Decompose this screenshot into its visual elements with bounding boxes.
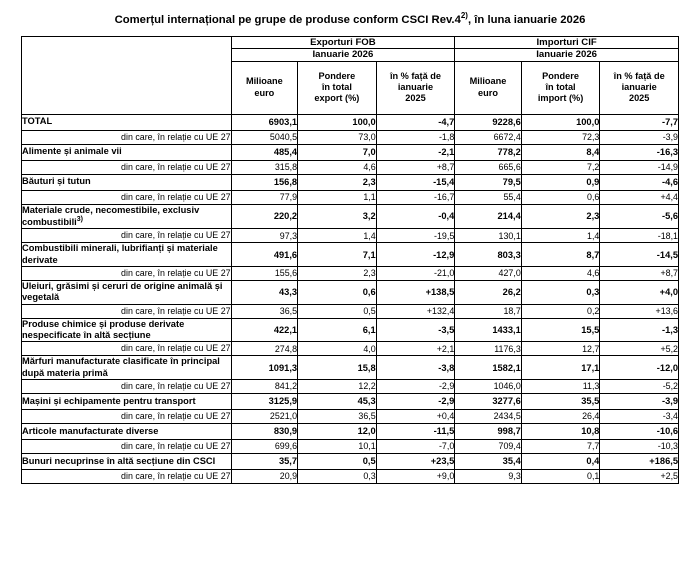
cell-value: +186,5 bbox=[600, 453, 679, 469]
cell-value: 4,6 bbox=[298, 160, 377, 174]
cell-value: 100,0 bbox=[521, 114, 600, 130]
header-col-1-line2: în total bbox=[321, 81, 352, 92]
row-label: Mărfuri manufacturate clasificate în principal după materia primă bbox=[22, 356, 232, 380]
cell-value: +0,4 bbox=[376, 409, 455, 423]
row-label: Alimente și animale vii bbox=[22, 144, 232, 160]
row-label: Uleiuri, grăsimi și ceruri de origine animală și vegetală bbox=[22, 280, 232, 304]
cell-value: 9,3 bbox=[455, 469, 522, 483]
cell-value: 6,1 bbox=[298, 318, 377, 342]
page-title bbox=[0, 0, 700, 36]
cell-value: -18,1 bbox=[600, 229, 679, 243]
table-row bbox=[22, 243, 679, 267]
cell-value: 7,1 bbox=[298, 243, 377, 267]
cell-value: 830,9 bbox=[231, 423, 298, 439]
cell-value: -3,5 bbox=[376, 318, 455, 342]
table-row bbox=[22, 160, 679, 174]
row-label: Mașini și echipamente pentru transport bbox=[22, 393, 232, 409]
header-col-5-line1: în % față de bbox=[613, 70, 665, 81]
cell-value: 26,2 bbox=[455, 280, 522, 304]
cell-value: 97,3 bbox=[231, 229, 298, 243]
table-row bbox=[22, 439, 679, 453]
cell-value: +4,0 bbox=[600, 280, 679, 304]
header-col-export-million-euro bbox=[231, 61, 298, 114]
cell-value: -15,4 bbox=[376, 174, 455, 190]
cell-value: 1046,0 bbox=[455, 379, 522, 393]
cell-value: +23,5 bbox=[376, 453, 455, 469]
header-exports: Exporturi FOB bbox=[231, 36, 455, 48]
cell-value: +5,2 bbox=[600, 342, 679, 356]
trade-data-table bbox=[21, 36, 679, 484]
cell-value: 778,2 bbox=[455, 144, 522, 160]
header-col-3-line2: euro bbox=[478, 87, 498, 98]
header-imports: Importuri CIF bbox=[455, 36, 679, 48]
cell-value: 155,6 bbox=[231, 266, 298, 280]
cell-value: 485,4 bbox=[231, 144, 298, 160]
cell-value: +9,0 bbox=[376, 469, 455, 483]
cell-value: -2,1 bbox=[376, 144, 455, 160]
row-label-sub: din care, în relație cu UE 27 bbox=[22, 266, 232, 280]
cell-value: 2,3 bbox=[521, 204, 600, 229]
cell-value: -2,9 bbox=[376, 379, 455, 393]
row-label-footnote-marker: 3) bbox=[76, 215, 83, 223]
table-row bbox=[22, 469, 679, 483]
table-header-row-groups bbox=[22, 36, 679, 48]
header-col-1-line3: export (%) bbox=[314, 93, 360, 104]
row-label-sub: din care, în relație cu UE 27 bbox=[22, 439, 232, 453]
cell-value: 10,8 bbox=[521, 423, 600, 439]
table-row bbox=[22, 409, 679, 423]
cell-value: 422,1 bbox=[231, 318, 298, 342]
cell-value: 1,4 bbox=[298, 229, 377, 243]
row-label: Materiale crude, necomestibile, exclusiv combustibili$^{3)}$ bbox=[22, 204, 232, 229]
cell-value: 4,6 bbox=[521, 266, 600, 280]
header-col-4-line2: în total bbox=[545, 81, 576, 92]
cell-value: -21,0 bbox=[376, 266, 455, 280]
cell-value: 2,3 bbox=[298, 174, 377, 190]
cell-value: -10,3 bbox=[600, 439, 679, 453]
cell-value: 7,2 bbox=[521, 160, 600, 174]
header-col-2-line3: 2025 bbox=[405, 93, 426, 104]
table-row bbox=[22, 266, 679, 280]
table-row bbox=[22, 280, 679, 304]
row-label: Combustibili minerali, lubrifianți și materiale derivate bbox=[22, 243, 232, 267]
header-col-import-pct-change bbox=[600, 61, 679, 114]
cell-value: 55,4 bbox=[455, 190, 522, 204]
row-label-sub: din care, în relație cu UE 27 bbox=[22, 342, 232, 356]
cell-value: 1433,1 bbox=[455, 318, 522, 342]
cell-value: 2434,5 bbox=[455, 409, 522, 423]
cell-value: 35,4 bbox=[455, 453, 522, 469]
cell-value: 1,1 bbox=[298, 190, 377, 204]
cell-value: 214,4 bbox=[455, 204, 522, 229]
cell-value: -3,4 bbox=[600, 409, 679, 423]
table-row bbox=[22, 114, 679, 130]
cell-value: 0,6 bbox=[521, 190, 600, 204]
cell-value: 17,1 bbox=[521, 356, 600, 380]
table-row bbox=[22, 356, 679, 380]
cell-value: 73,0 bbox=[298, 130, 377, 144]
cell-value: 26,4 bbox=[521, 409, 600, 423]
cell-value: -14,9 bbox=[600, 160, 679, 174]
cell-value: 1,4 bbox=[521, 229, 600, 243]
cell-value: 11,3 bbox=[521, 379, 600, 393]
cell-value: 4,0 bbox=[298, 342, 377, 356]
cell-value: 3125,9 bbox=[231, 393, 298, 409]
cell-value: 15,8 bbox=[298, 356, 377, 380]
header-corner-cell bbox=[22, 36, 232, 114]
header-col-2-line1: în % față de bbox=[389, 70, 441, 81]
cell-value: 0,5 bbox=[298, 453, 377, 469]
cell-value: +8,7 bbox=[600, 266, 679, 280]
cell-value: -1,8 bbox=[376, 130, 455, 144]
header-col-4-line3: import (%) bbox=[537, 93, 584, 104]
cell-value: 35,5 bbox=[521, 393, 600, 409]
header-col-3-line1: Milioane bbox=[469, 76, 507, 87]
cell-value: 12,0 bbox=[298, 423, 377, 439]
table-row bbox=[22, 304, 679, 318]
cell-value: 1176,3 bbox=[455, 342, 522, 356]
table-row bbox=[22, 204, 679, 229]
header-col-1-line1: Pondere bbox=[318, 70, 356, 81]
cell-value: 0,3 bbox=[298, 469, 377, 483]
table-row bbox=[22, 423, 679, 439]
page-title-suffix: , în luna ianuarie 2026 bbox=[467, 13, 586, 26]
row-label: Bunuri necuprinse în altă secțiune din CSCI bbox=[22, 453, 232, 469]
cell-value: 9228,6 bbox=[455, 114, 522, 130]
cell-value: 0,4 bbox=[521, 453, 600, 469]
table-row bbox=[22, 393, 679, 409]
cell-value: -4,6 bbox=[600, 174, 679, 190]
cell-value: 0,1 bbox=[521, 469, 600, 483]
cell-value: 1582,1 bbox=[455, 356, 522, 380]
row-label-sub: din care, în relație cu UE 27 bbox=[22, 190, 232, 204]
table-row bbox=[22, 144, 679, 160]
cell-value: 20,9 bbox=[231, 469, 298, 483]
cell-value: -3,9 bbox=[600, 130, 679, 144]
cell-value: -12,9 bbox=[376, 243, 455, 267]
cell-value: +138,5 bbox=[376, 280, 455, 304]
cell-value: 7,0 bbox=[298, 144, 377, 160]
header-exports-period: Ianuarie 2026 bbox=[231, 49, 455, 61]
table-body bbox=[22, 114, 679, 483]
cell-value: 79,5 bbox=[455, 174, 522, 190]
cell-value: -5,2 bbox=[600, 379, 679, 393]
cell-value: -3,9 bbox=[600, 393, 679, 409]
cell-value: 130,1 bbox=[455, 229, 522, 243]
cell-value: -4,7 bbox=[376, 114, 455, 130]
row-label-sub: din care, în relație cu UE 27 bbox=[22, 304, 232, 318]
cell-value: 77,9 bbox=[231, 190, 298, 204]
table-row bbox=[22, 130, 679, 144]
row-label: Băuturi și tutun bbox=[22, 174, 232, 190]
cell-value: 15,5 bbox=[521, 318, 600, 342]
cell-value: 12,7 bbox=[521, 342, 600, 356]
cell-value: 36,5 bbox=[298, 409, 377, 423]
row-label: Produse chimice și produse derivate nespecificate în altă secțiune bbox=[22, 318, 232, 342]
cell-value: -7,7 bbox=[600, 114, 679, 130]
cell-value: -16,3 bbox=[600, 144, 679, 160]
table-row bbox=[22, 453, 679, 469]
cell-value: 998,7 bbox=[455, 423, 522, 439]
cell-value: 315,8 bbox=[231, 160, 298, 174]
header-col-import-million-euro bbox=[455, 61, 522, 114]
row-label: Articole manufacturate diverse bbox=[22, 423, 232, 439]
cell-value: 100,0 bbox=[298, 114, 377, 130]
cell-value: -11,5 bbox=[376, 423, 455, 439]
page-title-text: Comerțul internațional pe grupe de produse conform CSCI Rev.4 bbox=[114, 13, 461, 26]
cell-value: 699,6 bbox=[231, 439, 298, 453]
table-row bbox=[22, 174, 679, 190]
cell-value: 5040,5 bbox=[231, 130, 298, 144]
header-col-0-line2: euro bbox=[254, 87, 275, 98]
cell-value: 3,2 bbox=[298, 204, 377, 229]
row-label-sub: din care, în relație cu UE 27 bbox=[22, 409, 232, 423]
header-col-export-share bbox=[298, 61, 377, 114]
page-title-footnote-marker: 2) bbox=[460, 11, 468, 20]
row-label-sub: din care, în relație cu UE 27 bbox=[22, 379, 232, 393]
header-col-4-line1: Pondere bbox=[542, 70, 579, 81]
cell-value: -3,8 bbox=[376, 356, 455, 380]
cell-value: 0,9 bbox=[521, 174, 600, 190]
row-label-sub: din care, în relație cu UE 27 bbox=[22, 160, 232, 174]
cell-value: +132,4 bbox=[376, 304, 455, 318]
cell-value: 803,3 bbox=[455, 243, 522, 267]
cell-value: -12,0 bbox=[600, 356, 679, 380]
cell-value: 274,8 bbox=[231, 342, 298, 356]
cell-value: 0,5 bbox=[298, 304, 377, 318]
cell-value: 72,3 bbox=[521, 130, 600, 144]
cell-value: -19,5 bbox=[376, 229, 455, 243]
cell-value: 6903,1 bbox=[231, 114, 298, 130]
cell-value: -14,5 bbox=[600, 243, 679, 267]
cell-value: 36,5 bbox=[231, 304, 298, 318]
cell-value: 43,3 bbox=[231, 280, 298, 304]
cell-value: 1091,3 bbox=[231, 356, 298, 380]
cell-value: 18,7 bbox=[455, 304, 522, 318]
header-col-export-pct-change bbox=[376, 61, 455, 114]
cell-value: 12,2 bbox=[298, 379, 377, 393]
cell-value: 35,7 bbox=[231, 453, 298, 469]
cell-value: 0,6 bbox=[298, 280, 377, 304]
cell-value: 2521,0 bbox=[231, 409, 298, 423]
cell-value: +2,5 bbox=[600, 469, 679, 483]
cell-value: +8,7 bbox=[376, 160, 455, 174]
cell-value: 427,0 bbox=[455, 266, 522, 280]
table-row bbox=[22, 190, 679, 204]
cell-value: 709,4 bbox=[455, 439, 522, 453]
cell-value: -2,9 bbox=[376, 393, 455, 409]
cell-value: -10,6 bbox=[600, 423, 679, 439]
cell-value: 156,8 bbox=[231, 174, 298, 190]
table-row bbox=[22, 342, 679, 356]
cell-value: 491,6 bbox=[231, 243, 298, 267]
cell-value: +13,6 bbox=[600, 304, 679, 318]
cell-value: 841,2 bbox=[231, 379, 298, 393]
cell-value: 45,3 bbox=[298, 393, 377, 409]
cell-value: 0,2 bbox=[521, 304, 600, 318]
cell-value: +2,1 bbox=[376, 342, 455, 356]
cell-value: -1,3 bbox=[600, 318, 679, 342]
cell-value: 220,2 bbox=[231, 204, 298, 229]
cell-value: 8,4 bbox=[521, 144, 600, 160]
cell-value: 6672,4 bbox=[455, 130, 522, 144]
row-label-sub: din care, în relație cu UE 27 bbox=[22, 130, 232, 144]
cell-value: -0,4 bbox=[376, 204, 455, 229]
cell-value: 8,7 bbox=[521, 243, 600, 267]
header-col-0-line1: Milioane bbox=[245, 76, 283, 87]
cell-value: 665,6 bbox=[455, 160, 522, 174]
cell-value: -5,6 bbox=[600, 204, 679, 229]
cell-value: +4,4 bbox=[600, 190, 679, 204]
cell-value: -7,0 bbox=[376, 439, 455, 453]
row-label-sub: din care, în relație cu UE 27 bbox=[22, 229, 232, 243]
header-col-5-line2: ianuarie bbox=[621, 81, 657, 92]
cell-value: 0,3 bbox=[521, 280, 600, 304]
row-label: TOTAL bbox=[22, 114, 232, 130]
header-col-5-line3: 2025 bbox=[628, 93, 650, 104]
table-row bbox=[22, 318, 679, 342]
header-col-import-share bbox=[521, 61, 600, 114]
cell-value: 3277,6 bbox=[455, 393, 522, 409]
header-col-2-line2: ianuarie bbox=[397, 81, 434, 92]
cell-value: 10,1 bbox=[298, 439, 377, 453]
cell-value: 7,7 bbox=[521, 439, 600, 453]
table-row bbox=[22, 229, 679, 243]
table-row bbox=[22, 379, 679, 393]
row-label-sub: din care, în relație cu UE 27 bbox=[22, 469, 232, 483]
header-imports-period: Ianuarie 2026 bbox=[455, 49, 679, 61]
cell-value: -16,7 bbox=[376, 190, 455, 204]
cell-value: 2,3 bbox=[298, 266, 377, 280]
